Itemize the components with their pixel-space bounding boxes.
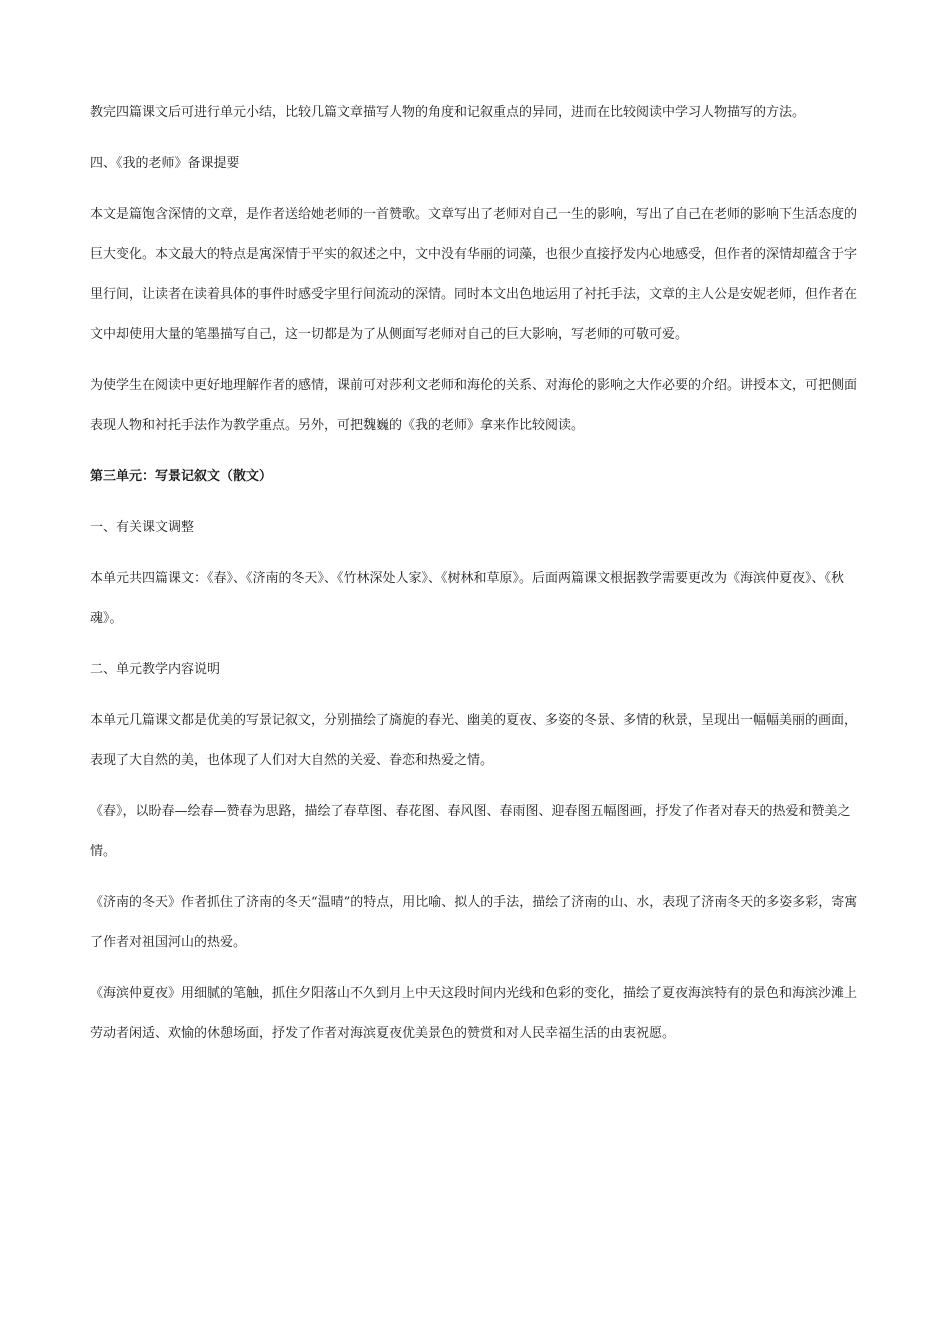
paragraph-jinan-winter: 《济南的冬天》作者抓住了济南的冬天“温晴”的特点，用比喻、拟人的手法，描绘了济南的山、水，表现了济南冬天的多姿多彩，寄寓了作者对祖国河山的热爱。 (90, 895, 858, 950)
paragraph-seaside-summer-night: 《海滨仲夏夜》用细腻的笔触，抓住夕阳落山不久到月上中天这段时间内光线和色彩的变化，描绘了夏夜海滨特有的景色和海滨沙滩上劳动者闲适、欢愉的休憩场面，抒发了作者对海滨夏夜优美景色的赞赏和对人民幸福生活的由衷祝愿。 (90, 986, 858, 1041)
document-page (90, 93, 860, 1065)
section-heading-unit-content: 二、单元教学内容说明 (90, 662, 221, 677)
paragraph-my-teacher-intro: 本文是篇饱含深情的文章，是作者送给她老师的一首赞歌。文章写出了老师对自己一生的影响，写出了自己在老师的影响下生活态度的巨大变化。本文最大的特点是寓深情于平实的叙述之中，文中没有华丽的词藻，也很少直接抒发内心地感受，但作者的深情却蕴含于字里行间，让读者在读着具体的事件时感受字里行间流动的深情。同时本文出色地运用了衬托手法，文章的主人公是安妮老师，但作者在文中却使用大量的笔墨描写自己，这一切都是为了从侧面写老师对自己的巨大影响，写老师的可敬可爱。 (90, 207, 858, 342)
paragraph-unit-content: 本单元几篇课文都是优美的写景记叙文，分别描绘了旖旎的春光、幽美的夏夜、多姿的冬景、多情的秋景，呈现出一幅幅美丽的画面，表现了大自然的美，也体现了人们对大自然的关爱、眷恋和热爱之情。 (90, 713, 858, 768)
unit-three-heading: 第三单元：写景记叙文（散文） (90, 469, 273, 484)
section-heading-my-teacher: 四、《我的老师》备课提要 (90, 156, 240, 171)
paragraph-spring: 《春》，以盼春—绘春—赞春为思路，描绘了春草图、春花图、春风图、春雨图、迎春图五幅图画，抒发了作者对春天的热爱和赞美之情。 (90, 804, 851, 859)
paragraph-my-teacher-teaching: 为使学生在阅读中更好地理解作者的感情，课前可对莎利文老师和海伦的关系、对海伦的影响之大作必要的介绍。讲授本文，可把侧面表现人物和衬托手法作为教学重点。另外，可把魏巍的《我的老师》拿来作比较阅读。 (90, 378, 858, 433)
paragraph-text-adjustment: 本单元共四篇课文：《春》、《济南的冬天》、《竹林深处人家》、《树林和草原》。后面两篇课文根据教学需要更改为《海滨仲夏夜》、《秋魂》。 (90, 571, 845, 626)
section-heading-text-adjustment: 一、有关课文调整 (90, 520, 195, 535)
paragraph-unit-summary: 教完四篇课文后可进行单元小结，比较几篇文章描写人物的角度和记叙重点的异同，进而在比较阅读中学习人物描写的方法。 (90, 105, 806, 120)
